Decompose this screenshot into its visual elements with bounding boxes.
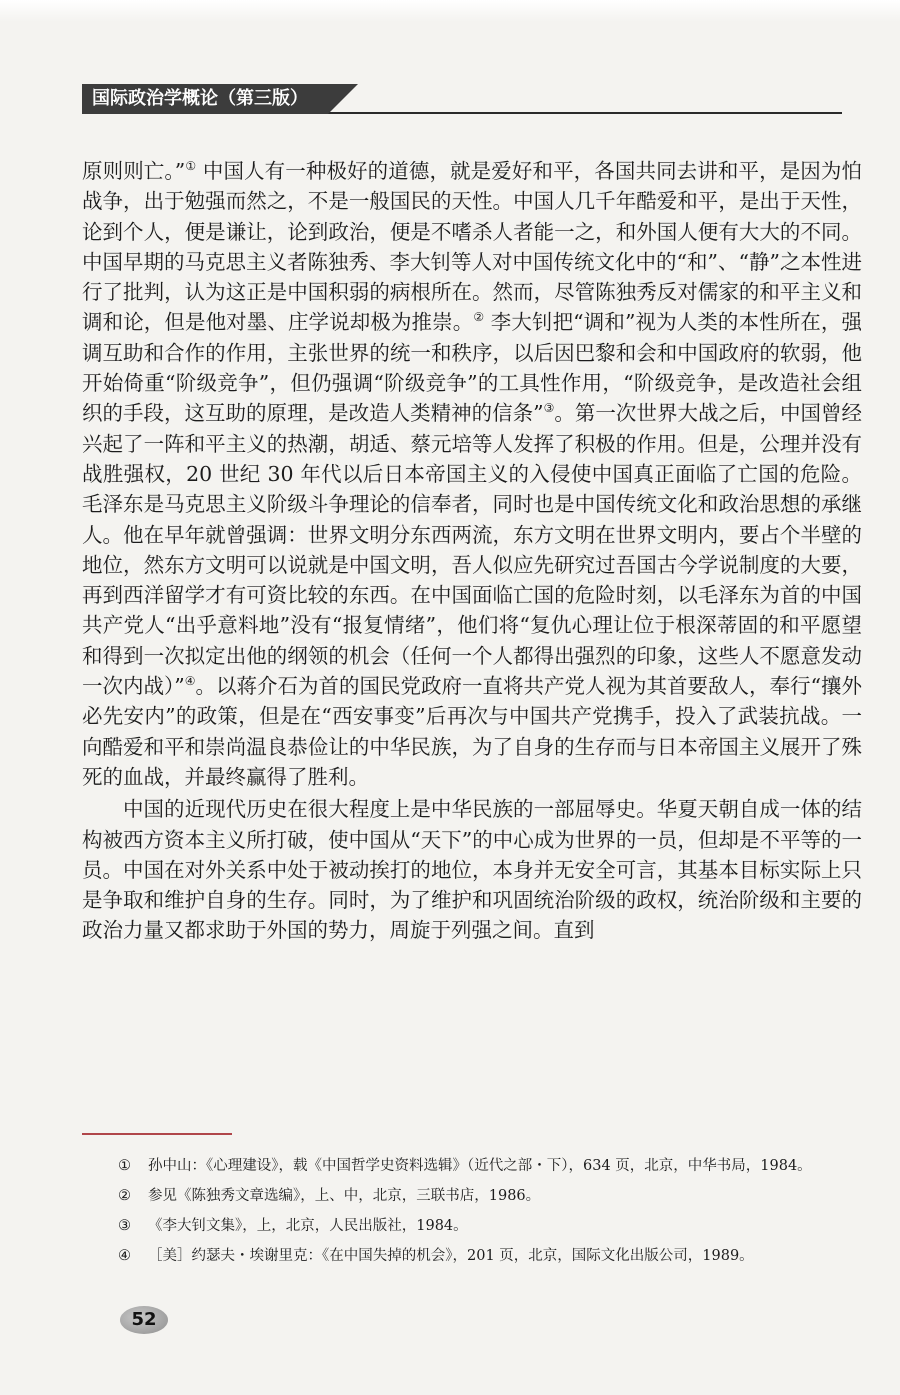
footnote-text: ［美］约瑟夫・埃谢里克：《在中国失掉的机会》，201 页，北京，国际文化出版公司，1989。 <box>148 1248 754 1264</box>
running-header-title: 国际政治学概论（第三版） <box>82 84 328 114</box>
footnote-1 <box>82 1154 862 1178</box>
footnote-3 <box>82 1214 862 1238</box>
footnote-ref-1: ① <box>185 159 197 174</box>
footnotes <box>82 1154 862 1274</box>
paragraph-1-part-2: 中国人有一种极好的道德，就是爱好和平，各国共同去讲和平，是因为怕战争，出于勉强而然之，不是一般国民的天性。中国人几千年酷爱和平，是出于天性，论到个人，便是谦让，论到政治，便是不嗜杀人者能一之，和外国人便有大大的不同。中国早期的马克思主义者陈独秀、李大钊等人对中国传统文化中的“和”、“静”之本性进行了批判，认为这正是中国积弱的病根所在。然而，尽管陈独秀反对儒家的和平主义和调和论，但是他对墨、庄学说却极为推崇。 <box>82 159 863 335</box>
running-header-wedge <box>328 84 358 114</box>
footnote-text: 孙中山：《心理建设》，载《中国哲学史资料选辑》（近代之部・下），634 页，北京，中华书局，1984。 <box>148 1158 812 1174</box>
footnote-number: ④ <box>118 1248 131 1264</box>
page-top-edge <box>0 0 900 22</box>
paragraph-1-part-5: 。以蒋介石为首的国民党政府一直将共产党人视为其首要敌人，奉行“攘外必先安内”的政策，但是在“西安事变”后再次与中国共产党携手，投入了武装抗战。一向酷爱和平和崇尚温良恭俭让的中华民族，为了自身的生存而与日本帝国主义展开了殊死的血战，并最终赢得了胜利。 <box>82 674 862 789</box>
paragraph-1-part-3: 李大钊把“调和”视为人类的本性所在，强调互助和合作的作用，主张世界的统一和秩序，以后因巴黎和会和中国政府的软弱，他开始倚重“阶级竞争”，但仍强调“阶级竞争”的工具性作用，“阶级竞争，是改造社会组织的手段，这互助的原理，是改造人类精神的信条” <box>82 310 862 426</box>
footnote-number: ② <box>118 1188 131 1204</box>
paragraph-1-part-4: 。第一次世界大战之后，中国曾经兴起了一阵和平主义的热潮，胡适、蔡元培等人发挥了积极的作用。但是，公理并没有战胜强权，20 世纪 30 年代以后日本帝国主义的入侵使中国真正面临了亡国的危险。毛泽东是马克思主义阶级斗争理论的信奉者，同时也是中国传统文化和政治思想的承继人。他在早年就曾强调：世界文明分东西两流，东方文明在世界文明内，要占个半壁的地位，然东方文明可以说就是中国文明，吾人似应先研究过吾国古今学说制度的大要，再到西洋留学才有可资比较的东西。在中国面临亡国的危险时刻，以毛泽东为首的中国共产党人“出乎意料地”没有“报复情绪”，他们将“复仇心理让位于根深蒂固的和平愿望和得到一次拟定出他的纲领的机会（任何一个人都得出强烈的印象，这些人不愿意发动一次内战）” <box>82 401 862 699</box>
paragraph-1-part-1: 原则则亡。” <box>82 159 186 183</box>
footnote-ref-2: ② <box>473 310 485 325</box>
page-number: 52 <box>120 1306 168 1334</box>
footnote-4 <box>82 1244 862 1268</box>
paragraph-1 <box>82 156 862 792</box>
footnote-text: 《李大钊文集》，上，北京，人民出版社，1984。 <box>148 1218 468 1234</box>
footnote-text: 参见《陈独秀文章选编》，上、中，北京，三联书店，1986。 <box>148 1188 541 1204</box>
footnote-divider <box>82 1133 232 1135</box>
footnote-ref-4: ④ <box>184 674 196 689</box>
paragraph-2: 中国的近现代历史在很大程度上是中华民族的一部屈辱史。华夏天朝自成一体的结构被西方资本主义所打破，使中国从“天下”的中心成为世界的一员，但却是不平等的一员。中国在对外关系中处于被动挨打的地位，本身并无安全可言，其基本目标实际上只是争取和维护自身的生存。同时，为了维护和巩固统治阶级的政权，统治阶级和主要的政治力量又都求助于外国的势力，周旋于列强之间。直到 <box>82 797 862 943</box>
footnote-number: ③ <box>118 1218 131 1234</box>
body-text <box>82 156 862 946</box>
footnote-2 <box>82 1184 862 1208</box>
footnote-ref-3: ③ <box>543 401 555 416</box>
footnote-number: ① <box>118 1158 131 1174</box>
